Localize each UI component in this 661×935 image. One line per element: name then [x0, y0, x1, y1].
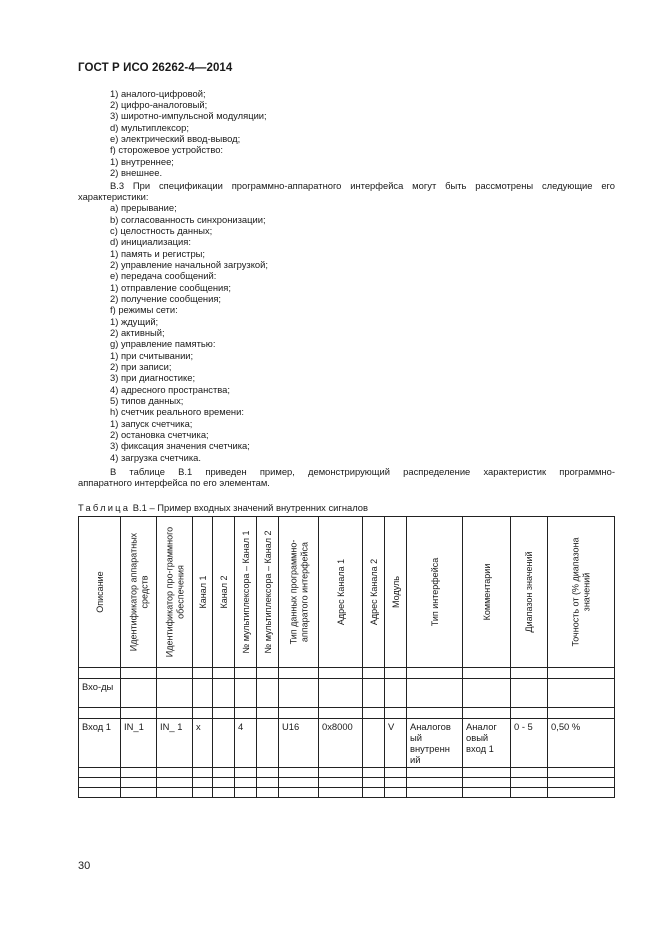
column-header: Диапазон значений: [511, 517, 548, 668]
section-label: Вхо-ды: [79, 679, 121, 708]
table-caption-label: Таблица: [78, 502, 131, 513]
list-item: 2) активный;: [110, 327, 165, 338]
list-item: f) сторожевое устройство:: [110, 144, 224, 155]
column-header: Адрес Канала 2: [363, 517, 385, 668]
list-item: 2) получение сообщения;: [110, 293, 222, 304]
paragraph-b3-line2: характеристики:: [78, 191, 149, 202]
list-item: c) целостность данных;: [110, 225, 213, 236]
table-row: [79, 679, 615, 708]
table-row: [79, 768, 615, 778]
list-item: 1) аналого-цифровой;: [110, 88, 206, 99]
list-item: 1) запуск счетчика;: [110, 418, 193, 429]
list-item: 3) фиксация значения счетчика;: [110, 440, 250, 451]
list-item: 1) ждущий;: [110, 316, 159, 327]
list-item: 2) при записи;: [110, 361, 172, 372]
list-item: 3) при диагностике;: [110, 372, 196, 383]
table-row: [79, 778, 615, 788]
list-item: g) управление памятью:: [110, 338, 216, 349]
table-cell: IN_1: [121, 719, 157, 768]
list-item: 1) память и регистры;: [110, 248, 205, 259]
column-header: Канал 2: [213, 517, 235, 668]
table-cell: U16: [279, 719, 319, 768]
list-item: f) режимы сети:: [110, 304, 178, 315]
list-item: b) согласованность синхронизации;: [110, 214, 266, 225]
document-header: ГОСТ Р ИСО 26262-4—2014: [78, 62, 233, 74]
list-item: 4) адресного пространства;: [110, 384, 230, 395]
list-item: 2) цифро-аналоговый;: [110, 99, 208, 110]
column-header: Тип данных программно-аппаратого интерфейса: [279, 517, 319, 668]
list-item: 1) внутреннее;: [110, 156, 174, 167]
list-item: 3) широтно-импульсной модуляции;: [110, 110, 267, 121]
column-header: № мультиплексора – Канал 2: [257, 517, 279, 668]
table-cell: IN_ 1: [157, 719, 193, 768]
column-header: Точность от (% диапазона значений: [548, 517, 615, 668]
column-header: Комментарии: [463, 517, 511, 668]
table-cell: Аналог овый вход 1: [463, 719, 511, 768]
list-item: d) инициализация:: [110, 236, 191, 247]
table-header-row: [79, 517, 615, 668]
table-caption-text: В.1 – Пример входных значений внутренних сигналов: [130, 502, 368, 513]
paragraph-table-line2: аппаратного интерфейса по его элементам.: [78, 477, 270, 488]
column-header: Идентификатор про-граммного обеспечения: [157, 517, 193, 668]
table-row: [79, 668, 615, 679]
table-row: [79, 719, 615, 768]
list-item: d) мультиплексор;: [110, 122, 189, 133]
list-item: 2) внешнее.: [110, 167, 163, 178]
page-number: 30: [78, 860, 91, 872]
table-cell: 0,50 %: [548, 719, 615, 768]
table-cell: 0 - 5: [511, 719, 548, 768]
list-item: 2) управление начальной загрузкой;: [110, 259, 268, 270]
table-caption: [78, 502, 368, 513]
column-header: Описание: [79, 517, 121, 668]
paragraph-b3-line1: В.3 При спецификации программно-аппаратного интерфейса могут быть рассмотрены следующие его: [110, 180, 615, 191]
column-header: Модуль: [385, 517, 407, 668]
column-header: Идентификатор аппаратных средств: [121, 517, 157, 668]
table-cell: Аналогов ый внутренн ий: [407, 719, 463, 768]
column-header: Канал 1: [193, 517, 213, 668]
table-cell: 4: [235, 719, 257, 768]
column-header: Тип интерфейса: [407, 517, 463, 668]
table-cell: x: [193, 719, 213, 768]
list-item: 2) остановка счетчика;: [110, 429, 209, 440]
paragraph-table-line1: В таблице В.1 приведен пример, демонстрирующий распределение характеристик программно-: [110, 466, 615, 477]
table-cell: [363, 719, 385, 768]
table-row: [79, 708, 615, 719]
list-item: a) прерывание;: [110, 202, 177, 213]
table-row: [79, 788, 615, 798]
list-item: e) электрический ввод-вывод;: [110, 133, 241, 144]
list-item: e) передача сообщений:: [110, 270, 217, 281]
table-cell: [213, 719, 235, 768]
list-item: h) счетчик реального времени:: [110, 406, 244, 417]
list-item: 4) загрузка счетчика.: [110, 452, 202, 463]
table-cell: Вход 1: [79, 719, 121, 768]
list-item: 1) отправление сообщения;: [110, 282, 231, 293]
table-cell: 0x8000: [319, 719, 363, 768]
list-item: 5) типов данных;: [110, 395, 184, 406]
list-item: 1) при считывании;: [110, 350, 194, 361]
signals-table: [78, 516, 615, 798]
column-header: Адрес Канала 1: [319, 517, 363, 668]
table-cell: V: [385, 719, 407, 768]
column-header: № мультиплексора – Канал 1: [235, 517, 257, 668]
table-cell: [257, 719, 279, 768]
